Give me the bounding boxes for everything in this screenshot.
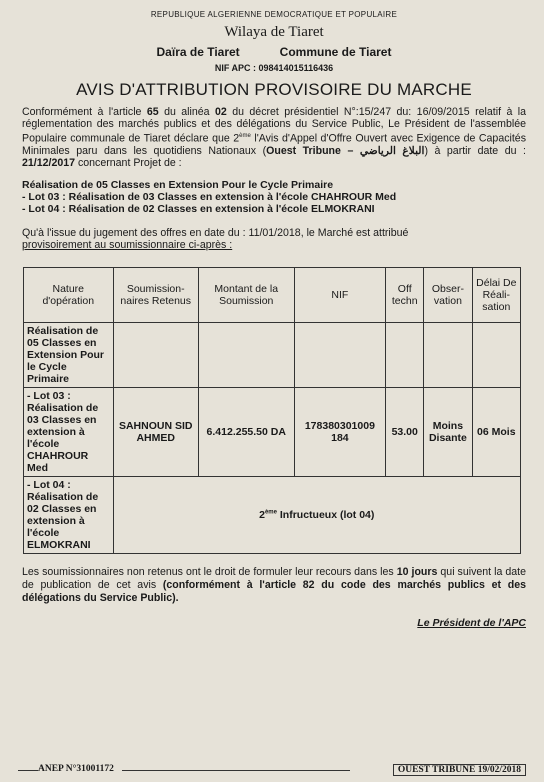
operation-cell: Réalisation de 05 Classes en Extension Pour le Cycle Primaire	[24, 322, 114, 387]
divider	[122, 770, 350, 771]
project-line: - Lot 03 : Réalisation de 03 Classes en extension à l'école CHAHROUR Med	[22, 190, 397, 203]
project-list	[22, 179, 526, 215]
attribution-paragraph: Qu'à l'issue du jugement des offres en date du : 11/01/2018, le Marché est attribué provisoirement au soumissionnaire ci-après :	[22, 226, 409, 251]
table-row	[24, 387, 521, 476]
source-label: OUEST TRIBUNE 19/02/2018	[393, 764, 526, 776]
column-header: Montant de la Soumission	[198, 267, 294, 322]
operation-cell: - Lot 03 : Réalisation de 03 Classes en extension à l'école CHAHROUR Med	[24, 387, 114, 476]
republic-line: REPUBLIQUE ALGERIENNE DEMOCRATIQUE ET POPULAIRE	[150, 10, 398, 19]
bottom-strip	[18, 764, 530, 778]
daira-commune-row	[18, 45, 530, 59]
column-header: Nature d'opération	[24, 267, 114, 322]
anep-number: ANEP N°31001172	[38, 764, 114, 774]
divider	[18, 770, 38, 771]
recourse-paragraph: Les soumissionnaires non retenus ont le droit de formuler leur recours dans les 10 jours qui suivent la date de publication de cet avis (conformément à l'article 82 du code des marchés publics et des délégations du Service Public).	[22, 565, 526, 604]
column-header: Délai De Réali-sation	[472, 267, 520, 322]
nif-line: NIF APC : 098414015116436	[214, 63, 334, 73]
intro-paragraph: Conformément à l'article 65 du alinéa 02 du décret présidentiel N°:15/247 du: 16/09/2015 relatif à la réglementation des marchés publics et des délégations du Service Public, Le Président de l'assemblée Populaire communale de Tiaret déclare que 2ème l'Avis d'Appel d'Offre Ouvert avec Exigence de Capacités Minimales paru dans les quotidiens Nationaux (Ouest Tribune – البلاغ الرياضي) à partir date du : 21/12/2017 concernant Projet de :	[22, 106, 527, 170]
column-header: Soumission-naires Retenus	[113, 267, 198, 322]
signature: Le Président de l'APC	[417, 616, 526, 629]
project-line: Réalisation de 05 Classes en Extension Pour le Cycle Primaire	[22, 178, 334, 191]
wilaya-line: Wilaya de Tiaret	[224, 24, 324, 40]
notice-title: AVIS D'ATTRIBUTION PROVISOIRE DU MARCHE	[76, 80, 472, 99]
daira-label: Daïra de Tiaret	[156, 45, 240, 59]
observation-cell: Moins Disante	[424, 387, 472, 476]
table-row	[24, 322, 521, 387]
delai-cell: 06 Mois	[472, 387, 520, 476]
project-line: - Lot 04 : Réalisation de 02 Classes en extension à l'école ELMOKRANI	[22, 202, 375, 215]
column-header: NIF	[294, 267, 386, 322]
column-header: Obser-vation	[424, 267, 472, 322]
attribution-table	[23, 267, 521, 554]
montant-cell: 6.412.255.50 DA	[198, 387, 294, 476]
operation-cell: - Lot 04 : Réalisation de 02 Classes en extension à l'école ELMOKRANI	[24, 476, 114, 553]
commune-label: Commune de Tiaret	[279, 45, 392, 59]
nif-cell: 178380301009 184	[294, 387, 386, 476]
soumissionnaire-cell: SAHNOUN SID AHMED	[113, 387, 198, 476]
table-row	[24, 476, 521, 553]
notice	[18, 6, 530, 758]
off-techn-cell: 53.00	[386, 387, 424, 476]
column-header: Off techn	[386, 267, 424, 322]
table-header-row	[24, 267, 521, 322]
infructueux-cell: 2ème Infructueux (lot 04)	[113, 476, 520, 553]
